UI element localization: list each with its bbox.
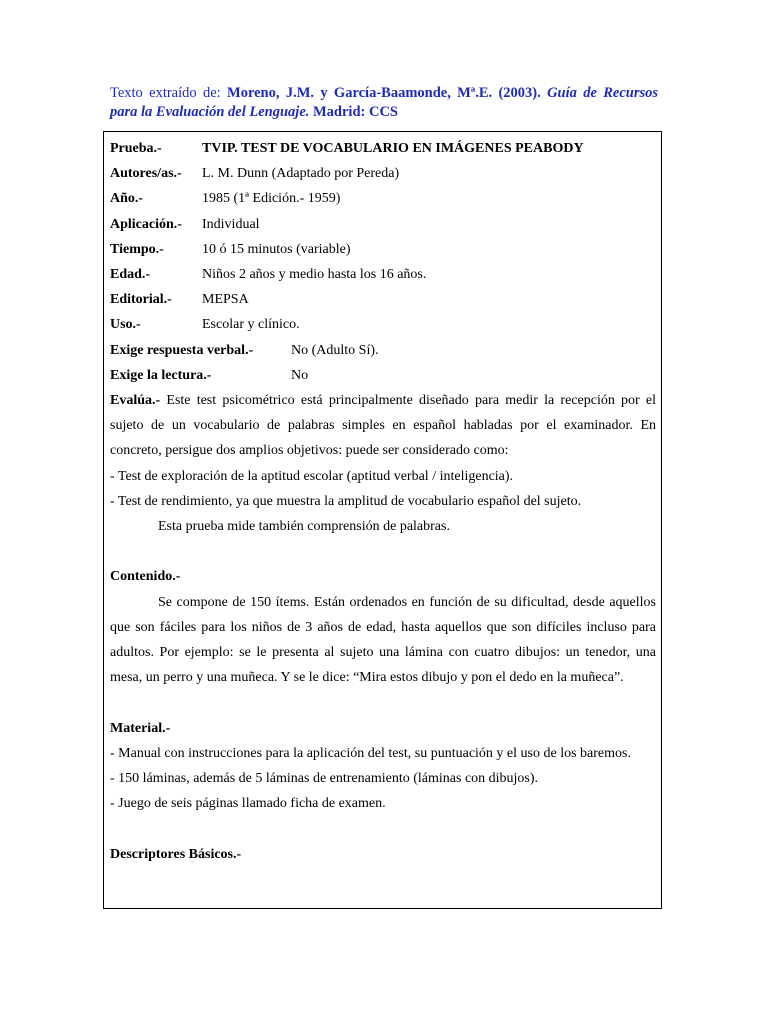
material-heading: Material.- bbox=[110, 720, 171, 736]
field-respuesta-verbal bbox=[110, 338, 656, 363]
field-label: Prueba.- bbox=[110, 141, 162, 156]
contenido-text: Se compone de 150 ítems. Están ordenados en función de su dificultad, desde aquellos que son fáciles para los niños de 3 años de edad, hasta aquellos que son difíciles incluso para adultos. Por ejemplo: se le presenta al sujeto una lámina con cuatro dibujos: un tenedor, una mesa, un perro y una muñeca. Y se le dice: “Mira estos dibujo y pon el dedo en la muñeca”. bbox=[110, 594, 656, 686]
field-label: Año.- bbox=[110, 191, 144, 207]
source-title: Guía de Recursos para la Evaluación del Lenguaje. bbox=[110, 85, 658, 120]
field-uso bbox=[110, 312, 656, 337]
field-value: No bbox=[291, 367, 309, 383]
test-sheet bbox=[103, 131, 662, 909]
field-autores bbox=[110, 161, 656, 186]
field-label: Uso.- bbox=[110, 317, 141, 333]
field-value: Niños 2 años y medio hasta los 16 años. bbox=[202, 267, 427, 283]
list-item: - Test de exploración de la aptitud escolar (aptitud verbal / inteligencia). bbox=[110, 468, 514, 484]
field-label: Tiempo.- bbox=[110, 241, 164, 257]
list-item: - Test de rendimiento, ya que muestra la amplitud de vocabulario español del sujeto. bbox=[110, 493, 582, 509]
field-anio bbox=[110, 186, 656, 211]
source-authors: Moreno, J.M. y García-Baamonde, Mª.E. (2003). bbox=[227, 85, 541, 101]
contenido-heading: Contenido.- bbox=[110, 569, 181, 585]
field-lectura bbox=[110, 363, 656, 388]
field-editorial bbox=[110, 287, 656, 312]
field-label: Exige la lectura.- bbox=[110, 367, 212, 383]
field-label: Aplicación.- bbox=[110, 216, 182, 232]
source-citation bbox=[110, 84, 658, 122]
field-value: Escolar y clínico. bbox=[202, 317, 300, 333]
list-item: - 150 láminas, además de 5 láminas de entrenamiento (láminas con dibujos). bbox=[110, 771, 539, 787]
field-aplicacion bbox=[110, 212, 656, 237]
field-label: Edad.- bbox=[110, 267, 151, 283]
field-value: No (Adulto Sí). bbox=[291, 342, 379, 358]
field-value: L. M. Dunn (Adaptado por Pereda) bbox=[202, 166, 400, 182]
spacer bbox=[110, 690, 656, 715]
evalua-note: Esta prueba mide también comprensión de palabras. bbox=[158, 519, 450, 535]
source-publisher: Madrid: CCS bbox=[309, 104, 398, 120]
spacer bbox=[110, 816, 656, 841]
field-value: 1985 (1ª Edición.- 1959) bbox=[202, 191, 341, 207]
evalua-paragraph bbox=[110, 388, 656, 464]
list-item: - Juego de seis páginas llamado ficha de examen. bbox=[110, 796, 386, 812]
field-label: Exige respuesta verbal.- bbox=[110, 342, 254, 358]
source-prefix: Texto extraído de: bbox=[110, 85, 228, 101]
field-label: Autores/as.- bbox=[110, 166, 182, 182]
list-item: - Manual con instrucciones para la aplicación del test, su puntuación y el uso de los baremos. bbox=[110, 745, 631, 761]
descriptores-heading: Descriptores Básicos.- bbox=[110, 846, 242, 862]
evalua-label: Evalúa.- bbox=[110, 393, 161, 409]
field-value: 10 ó 15 minutos (variable) bbox=[202, 241, 351, 257]
spacer bbox=[110, 539, 656, 564]
field-edad bbox=[110, 262, 656, 287]
field-label: Editorial.- bbox=[110, 292, 172, 308]
field-prueba bbox=[110, 136, 656, 161]
field-value: MEPSA bbox=[202, 292, 249, 308]
evalua-text: Este test psicométrico está principalmente diseñado para medir la recepción por el sujeto de un vocabulario de palabras simples en español habladas por el examinador. En concreto, persigue dos amplios objetivos: puede ser considerado como: bbox=[110, 393, 656, 459]
field-value: Individual bbox=[202, 216, 260, 232]
field-tiempo bbox=[110, 237, 656, 262]
field-value: TVIP. TEST DE VOCABULARIO EN IMÁGENES PEABODY bbox=[202, 141, 584, 156]
